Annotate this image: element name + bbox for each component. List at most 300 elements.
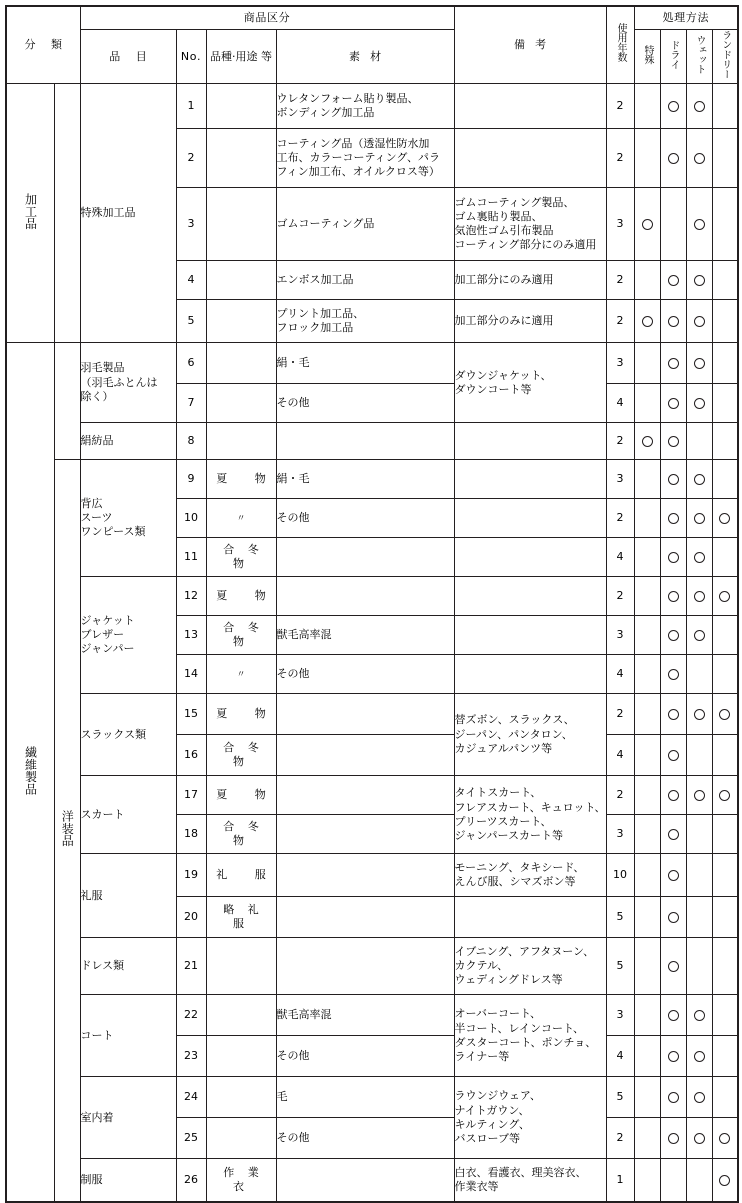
- header-item: 品 目: [80, 30, 176, 84]
- mark-dry: [660, 1159, 686, 1203]
- mark-special: [634, 538, 660, 577]
- table-row: [6, 995, 738, 1036]
- mark-dry: [660, 84, 686, 129]
- circle-mark-icon: [694, 1051, 705, 1062]
- mark-dry: [660, 854, 686, 897]
- mark-wet: [686, 854, 712, 897]
- row-kind: [206, 261, 276, 300]
- circle-mark-icon: [668, 398, 679, 409]
- row-kind: [206, 188, 276, 261]
- row-years: 3: [606, 815, 634, 854]
- row-note: 白衣、看護衣、理美容衣、 作業衣等: [454, 1159, 606, 1203]
- row-no: 21: [176, 938, 206, 995]
- mark-wet: [686, 423, 712, 460]
- circle-mark-icon: [668, 961, 679, 972]
- row-kind: [206, 423, 276, 460]
- circle-mark-icon: [694, 513, 705, 524]
- mark-dry: [660, 343, 686, 384]
- mark-special: [634, 499, 660, 538]
- circle-mark-icon: [694, 358, 705, 369]
- row-kind: 作 業 衣: [206, 1159, 276, 1203]
- row-no: 24: [176, 1077, 206, 1118]
- row-note-merged: ラウンジウェア、 ナイトガウン、 キルティング、 バスローブ等: [454, 1077, 606, 1159]
- mark-wet: [686, 616, 712, 655]
- row-material: [276, 938, 454, 995]
- mark-wet: [686, 1118, 712, 1159]
- mark-laundry: [712, 300, 738, 343]
- mark-special: [634, 300, 660, 343]
- mark-laundry: [712, 460, 738, 499]
- mark-laundry: [712, 897, 738, 938]
- table-row: [6, 694, 738, 735]
- mark-wet: [686, 538, 712, 577]
- mark-special: [634, 343, 660, 384]
- mark-special: [634, 854, 660, 897]
- mark-wet: [686, 129, 712, 188]
- row-material: [276, 735, 454, 776]
- row-years: 5: [606, 897, 634, 938]
- row-note-merged: タイトスカート、 フレアスカート、キュロット、 プリーツスカート、 ジャンパースカート等: [454, 776, 606, 854]
- mark-special: [634, 384, 660, 423]
- circle-mark-icon: [668, 912, 679, 923]
- row-material: その他: [276, 655, 454, 694]
- circle-mark-icon: [668, 101, 679, 112]
- row-kind: 〃: [206, 655, 276, 694]
- mark-special: [634, 129, 660, 188]
- header-treatment-laundry: ランドリー: [712, 30, 738, 84]
- mark-special: [634, 577, 660, 616]
- classification-spec-table: [5, 5, 739, 1203]
- row-kind: [206, 995, 276, 1036]
- row-kind: [206, 384, 276, 423]
- mark-dry: [660, 995, 686, 1036]
- header-years-of-use: 使用年数: [606, 6, 634, 84]
- mark-wet: [686, 815, 712, 854]
- circle-mark-icon: [642, 316, 653, 327]
- circle-mark-icon: [668, 669, 679, 680]
- row-no: 7: [176, 384, 206, 423]
- circle-mark-icon: [694, 709, 705, 720]
- row-kind: 礼 服: [206, 854, 276, 897]
- row-years: 4: [606, 735, 634, 776]
- row-note-merged: オーバーコート、 半コート、レインコート、 ダスターコート、ポンチョ、 ライナー等: [454, 995, 606, 1077]
- row-kind: [206, 84, 276, 129]
- mark-laundry: [712, 995, 738, 1036]
- row-no: 9: [176, 460, 206, 499]
- item-group-dress: ドレス類: [80, 938, 176, 995]
- row-note: [454, 129, 606, 188]
- row-years: 2: [606, 261, 634, 300]
- circle-mark-icon: [668, 153, 679, 164]
- row-no: 18: [176, 815, 206, 854]
- circle-mark-icon: [668, 790, 679, 801]
- class-group-seni-seihin: 繊維製品: [6, 343, 54, 1203]
- table-header: [6, 6, 738, 84]
- row-years: 2: [606, 423, 634, 460]
- row-material: [276, 897, 454, 938]
- row-kind: 夏 物: [206, 460, 276, 499]
- item-group-coat: コート: [80, 995, 176, 1077]
- mark-laundry: [712, 1118, 738, 1159]
- circle-mark-icon: [694, 101, 705, 112]
- item-group-skirt: スカート: [80, 776, 176, 854]
- mark-dry: [660, 815, 686, 854]
- mark-laundry: [712, 854, 738, 897]
- circle-mark-icon: [694, 552, 705, 563]
- row-years: 4: [606, 538, 634, 577]
- row-material: 絹・毛: [276, 460, 454, 499]
- row-material: エンボス加工品: [276, 261, 454, 300]
- mark-special: [634, 938, 660, 995]
- mark-wet: [686, 188, 712, 261]
- row-material: 獣毛高率混: [276, 616, 454, 655]
- circle-mark-icon: [668, 829, 679, 840]
- row-kind: 略 礼 服: [206, 897, 276, 938]
- mark-special: [634, 776, 660, 815]
- row-kind: [206, 1036, 276, 1077]
- mark-special: [634, 694, 660, 735]
- subclass-group-blank: [54, 343, 80, 460]
- mark-wet: [686, 577, 712, 616]
- circle-mark-icon: [694, 219, 705, 230]
- item-group-sebiro-suits: 背広 スーツ ワンピース類: [80, 460, 176, 577]
- row-note: ゴムコーティング製品、 ゴム裏貼り製品、 気泡性ゴム引布製品 コーティング部分にのみ適用: [454, 188, 606, 261]
- mark-wet: [686, 384, 712, 423]
- circle-mark-icon: [694, 474, 705, 485]
- row-material: ウレタンフォーム貼り製品、 ボンディング加工品: [276, 84, 454, 129]
- mark-dry: [660, 460, 686, 499]
- row-material: [276, 815, 454, 854]
- circle-mark-icon: [668, 552, 679, 563]
- item-group-shitsunaigi: 室内着: [80, 1077, 176, 1159]
- circle-mark-icon: [668, 1092, 679, 1103]
- mark-special: [634, 995, 660, 1036]
- row-no: 2: [176, 129, 206, 188]
- row-years: 3: [606, 188, 634, 261]
- table-row: [6, 854, 738, 897]
- mark-special: [634, 616, 660, 655]
- circle-mark-icon: [668, 316, 679, 327]
- mark-wet: [686, 995, 712, 1036]
- row-kind: [206, 129, 276, 188]
- item-group-kenboushin: 絹紡品: [80, 423, 176, 460]
- mark-laundry: [712, 577, 738, 616]
- row-note: [454, 538, 606, 577]
- mark-dry: [660, 538, 686, 577]
- row-years: 4: [606, 384, 634, 423]
- row-kind: [206, 1077, 276, 1118]
- row-no: 14: [176, 655, 206, 694]
- circle-mark-icon: [694, 591, 705, 602]
- circle-mark-icon: [642, 436, 653, 447]
- mark-wet: [686, 655, 712, 694]
- row-no: 8: [176, 423, 206, 460]
- mark-wet: [686, 261, 712, 300]
- mark-wet: [686, 84, 712, 129]
- row-note: [454, 655, 606, 694]
- row-material: 毛: [276, 1077, 454, 1118]
- circle-mark-icon: [668, 275, 679, 286]
- circle-mark-icon: [668, 1010, 679, 1021]
- row-note: [454, 577, 606, 616]
- circle-mark-icon: [694, 630, 705, 641]
- row-note-merged: 替ズボン、スラックス、 ジーパン、パンタロン、 カジュアルパンツ等: [454, 694, 606, 776]
- circle-mark-icon: [694, 275, 705, 286]
- row-no: 11: [176, 538, 206, 577]
- item-group-umou-seihin: 羽毛製品 （羽毛ふとんは 除く）: [80, 343, 176, 423]
- row-material: その他: [276, 1118, 454, 1159]
- row-years: 5: [606, 938, 634, 995]
- mark-special: [634, 460, 660, 499]
- row-note: イブニング、アフタヌーン、 カクテル、 ウェディングドレス等: [454, 938, 606, 995]
- item-group-tokushu-kakouhin: 特殊加工品: [80, 84, 176, 343]
- mark-laundry: [712, 84, 738, 129]
- circle-mark-icon: [694, 1092, 705, 1103]
- row-note: 加工部分のみに適用: [454, 300, 606, 343]
- mark-dry: [660, 655, 686, 694]
- row-material: ゴムコーティング品: [276, 188, 454, 261]
- table-row: [6, 1159, 738, 1203]
- circle-mark-icon: [642, 219, 653, 230]
- header-classification: 分 類: [6, 6, 80, 84]
- mark-dry: [660, 300, 686, 343]
- circle-mark-icon: [719, 591, 730, 602]
- row-material: 絹・毛: [276, 343, 454, 384]
- row-kind: [206, 300, 276, 343]
- row-note: [454, 616, 606, 655]
- row-years: 10: [606, 854, 634, 897]
- mark-laundry: [712, 1036, 738, 1077]
- circle-mark-icon: [694, 1010, 705, 1021]
- row-years: 4: [606, 1036, 634, 1077]
- mark-special: [634, 1077, 660, 1118]
- row-no: 16: [176, 735, 206, 776]
- mark-wet: [686, 343, 712, 384]
- table-row: [6, 423, 738, 460]
- mark-laundry: [712, 188, 738, 261]
- mark-dry: [660, 1118, 686, 1159]
- row-kind: [206, 938, 276, 995]
- row-kind: 夏 物: [206, 694, 276, 735]
- subclass-group-kakouhin: [54, 84, 80, 343]
- circle-mark-icon: [719, 513, 730, 524]
- table-row: [6, 938, 738, 995]
- circle-mark-icon: [668, 630, 679, 641]
- circle-mark-icon: [719, 1133, 730, 1144]
- row-kind: 合 冬 物: [206, 735, 276, 776]
- class-group-kakouhin: 加工品: [6, 84, 54, 343]
- circle-mark-icon: [719, 1175, 730, 1186]
- row-no: 13: [176, 616, 206, 655]
- row-material: 獣毛高率混: [276, 995, 454, 1036]
- mark-laundry: [712, 1077, 738, 1118]
- mark-dry: [660, 384, 686, 423]
- header-product-division: 商品区分: [80, 6, 454, 30]
- circle-mark-icon: [694, 316, 705, 327]
- mark-wet: [686, 300, 712, 343]
- row-years: 4: [606, 655, 634, 694]
- mark-laundry: [712, 938, 738, 995]
- row-note: [454, 84, 606, 129]
- subclass-group-yosouhin: 洋装品: [54, 460, 80, 1203]
- mark-wet: [686, 499, 712, 538]
- mark-laundry: [712, 776, 738, 815]
- header-treatment-special: 特殊: [634, 30, 660, 84]
- mark-dry: [660, 423, 686, 460]
- mark-laundry: [712, 815, 738, 854]
- mark-special: [634, 261, 660, 300]
- header-material: 素 材: [276, 30, 454, 84]
- mark-laundry: [712, 655, 738, 694]
- header-remarks: 備 考: [454, 6, 606, 84]
- circle-mark-icon: [719, 790, 730, 801]
- table-row: [6, 460, 738, 499]
- row-note: [454, 423, 606, 460]
- row-no: 20: [176, 897, 206, 938]
- item-group-jacket-blazer: ジャケット ブレザー ジャンパー: [80, 577, 176, 694]
- row-years: 3: [606, 616, 634, 655]
- circle-mark-icon: [668, 870, 679, 881]
- mark-wet: [686, 1077, 712, 1118]
- table-row: [6, 343, 738, 384]
- row-years: 2: [606, 1118, 634, 1159]
- row-years: 2: [606, 84, 634, 129]
- circle-mark-icon: [694, 790, 705, 801]
- circle-mark-icon: [719, 709, 730, 720]
- mark-dry: [660, 1036, 686, 1077]
- mark-special: [634, 188, 660, 261]
- circle-mark-icon: [668, 513, 679, 524]
- table-row: [6, 577, 738, 616]
- row-no: 3: [176, 188, 206, 261]
- row-material: その他: [276, 499, 454, 538]
- header-no: No.: [176, 30, 206, 84]
- row-material: [276, 854, 454, 897]
- mark-special: [634, 815, 660, 854]
- circle-mark-icon: [668, 436, 679, 447]
- mark-wet: [686, 776, 712, 815]
- row-no: 4: [176, 261, 206, 300]
- row-no: 5: [176, 300, 206, 343]
- circle-mark-icon: [694, 153, 705, 164]
- mark-laundry: [712, 538, 738, 577]
- item-group-slacks: スラックス類: [80, 694, 176, 776]
- mark-special: [634, 1159, 660, 1203]
- row-material: [276, 423, 454, 460]
- mark-dry: [660, 776, 686, 815]
- circle-mark-icon: [668, 750, 679, 761]
- mark-dry: [660, 499, 686, 538]
- row-note: [454, 499, 606, 538]
- circle-mark-icon: [694, 398, 705, 409]
- mark-dry: [660, 1077, 686, 1118]
- row-material: [276, 538, 454, 577]
- row-note: [454, 897, 606, 938]
- mark-laundry: [712, 616, 738, 655]
- row-no: 10: [176, 499, 206, 538]
- mark-laundry: [712, 735, 738, 776]
- row-years: 3: [606, 460, 634, 499]
- row-years: 2: [606, 694, 634, 735]
- circle-mark-icon: [668, 709, 679, 720]
- mark-wet: [686, 1036, 712, 1077]
- mark-wet: [686, 460, 712, 499]
- mark-laundry: [712, 129, 738, 188]
- mark-dry: [660, 694, 686, 735]
- mark-special: [634, 423, 660, 460]
- row-material: [276, 776, 454, 815]
- row-no: 26: [176, 1159, 206, 1203]
- mark-special: [634, 735, 660, 776]
- row-note: モーニング、タキシード、 えんび服、シマズボン等: [454, 854, 606, 897]
- row-years: 3: [606, 995, 634, 1036]
- mark-wet: [686, 938, 712, 995]
- row-kind: 夏 物: [206, 776, 276, 815]
- row-note: 加工部分にのみ適用: [454, 261, 606, 300]
- row-material: [276, 577, 454, 616]
- row-years: 2: [606, 776, 634, 815]
- circle-mark-icon: [668, 474, 679, 485]
- row-years: 2: [606, 577, 634, 616]
- row-kind: 合 冬 物: [206, 538, 276, 577]
- mark-special: [634, 1036, 660, 1077]
- mark-dry: [660, 735, 686, 776]
- row-years: 5: [606, 1077, 634, 1118]
- circle-mark-icon: [694, 1133, 705, 1144]
- header-treatment-method: 処理方法: [634, 6, 738, 30]
- mark-dry: [660, 616, 686, 655]
- row-note-merged: ダウンジャケット、 ダウンコート等: [454, 343, 606, 423]
- row-material: その他: [276, 384, 454, 423]
- mark-wet: [686, 1159, 712, 1203]
- header-row-top: [6, 6, 738, 30]
- row-no: 22: [176, 995, 206, 1036]
- row-kind: 〃: [206, 499, 276, 538]
- item-group-reifuku: 礼服: [80, 854, 176, 938]
- header-treatment-dry: ドライ: [660, 30, 686, 84]
- mark-special: [634, 1118, 660, 1159]
- mark-laundry: [712, 1159, 738, 1203]
- row-no: 19: [176, 854, 206, 897]
- row-kind: 夏 物: [206, 577, 276, 616]
- row-kind: [206, 343, 276, 384]
- mark-laundry: [712, 343, 738, 384]
- mark-special: [634, 897, 660, 938]
- row-kind: 合 冬 物: [206, 616, 276, 655]
- mark-dry: [660, 577, 686, 616]
- mark-special: [634, 84, 660, 129]
- row-years: 3: [606, 343, 634, 384]
- circle-mark-icon: [668, 1051, 679, 1062]
- row-material: コーティング品（透湿性防水加 工布、カラーコーティング、パラ フィン加工布、オイルクロス等）: [276, 129, 454, 188]
- row-no: 12: [176, 577, 206, 616]
- table-row: [6, 1077, 738, 1118]
- circle-mark-icon: [668, 358, 679, 369]
- mark-wet: [686, 897, 712, 938]
- row-kind: 合 冬 物: [206, 815, 276, 854]
- row-years: 2: [606, 300, 634, 343]
- mark-wet: [686, 694, 712, 735]
- row-years: 2: [606, 129, 634, 188]
- mark-laundry: [712, 694, 738, 735]
- row-material: [276, 1159, 454, 1203]
- mark-dry: [660, 938, 686, 995]
- table-row: [6, 84, 738, 129]
- header-treatment-wet: ウェット: [686, 30, 712, 84]
- row-kind: [206, 1118, 276, 1159]
- row-no: 23: [176, 1036, 206, 1077]
- row-material: プリント加工品、 フロック加工品: [276, 300, 454, 343]
